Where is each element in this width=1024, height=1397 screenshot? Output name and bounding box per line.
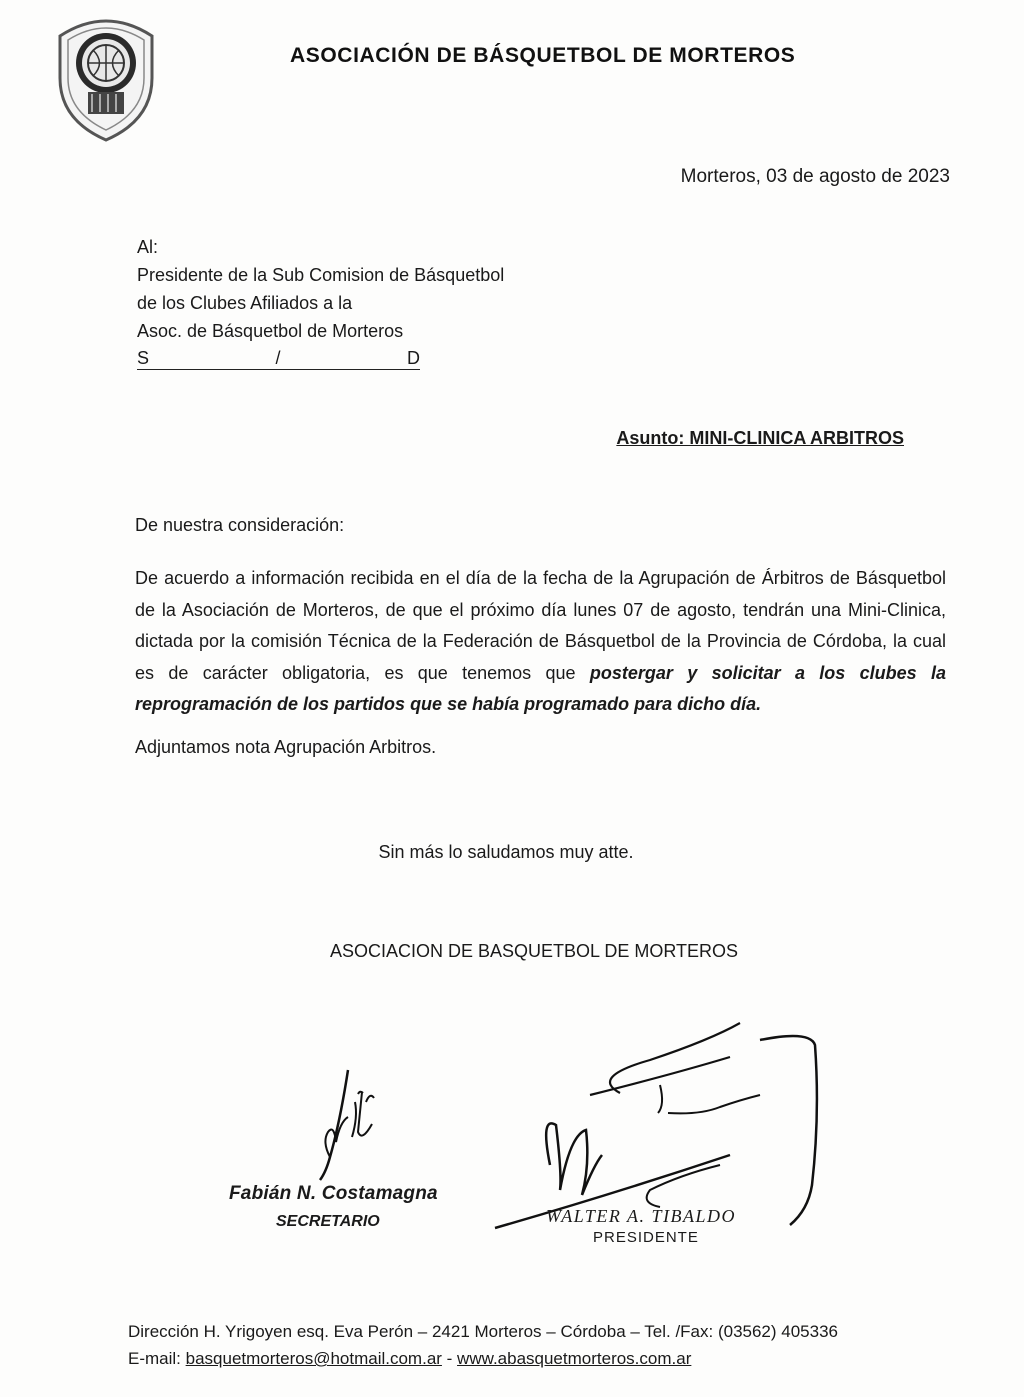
- footer-separator: -: [441, 1349, 458, 1368]
- president-title: PRESIDENTE: [593, 1229, 699, 1246]
- attachment-note: Adjuntamos nota Agrupación Arbitros.: [135, 737, 437, 757]
- body-text: De acuerdo a información recibida en el día de la fecha de la Agrupación de Árbitros de Básquetbol de la Asociación de Morteros, de que el próximo día lunes 07 de agosto, tendrán una Mini-Clinica, dictada por la comisión Técnica de la Federación de Básquetbol de la Provincia de Córdoba, la cual es de carácter obligatoria, es que tenemos que: [135, 568, 946, 683]
- footer-contact: [128, 1345, 838, 1372]
- secretary-signature: [300, 1062, 390, 1187]
- signature-org-name: ASOCIACION DE BASQUETBOL DE MORTEROS: [329, 941, 739, 961]
- email-link[interactable]: basquetmorteros@hotmail.com.ar: [185, 1349, 442, 1368]
- subject-line: Asunto: MINI-CLINICA ARBITROS: [616, 428, 904, 448]
- sd-right: D: [407, 348, 420, 368]
- letterhead-title: ASOCIACIÓN DE BÁSQUETBOL DE MORTEROS: [290, 44, 796, 67]
- recipient-line-3: Asoc. de Básquetbol de Morteros: [137, 321, 404, 341]
- email-label: E-mail:: [128, 1349, 186, 1368]
- recipient-block: [137, 233, 504, 370]
- body-emphasis: postergar y solicitar a los clubes la reprogramación de los partidos que se había programado para dicho día.: [135, 662, 946, 714]
- letter-date: Morteros, 03 de agosto de 2023: [680, 166, 950, 187]
- president-name: WALTER A. TIBALDO: [546, 1206, 737, 1226]
- recipient-sd-line: [137, 347, 420, 370]
- secretary-title: SECRETARIO: [276, 1213, 380, 1230]
- association-logo: [52, 8, 160, 144]
- closing-line: Sin más lo saludamos muy atte.: [378, 842, 634, 862]
- recipient-to-label: Al:: [137, 237, 159, 257]
- body-paragraph: [135, 563, 946, 721]
- recipient-line-1: Presidente de la Sub Comision de Básquetbol: [137, 265, 505, 285]
- website-link[interactable]: www.abasquetmorteros.com.ar: [457, 1349, 692, 1368]
- sd-left: S: [137, 348, 150, 368]
- footer: [128, 1318, 838, 1372]
- salutation: De nuestra consideración:: [135, 515, 345, 535]
- secretary-name: Fabián N. Costamagna: [229, 1183, 438, 1204]
- recipient-line-2: de los Clubes Afiliados a la: [137, 293, 353, 313]
- sd-mid: /: [275, 348, 281, 368]
- footer-address: Dirección H. Yrigoyen esq. Eva Perón – 2421 Morteros – Córdoba – Tel. /Fax: (03562) 405336: [128, 1322, 838, 1341]
